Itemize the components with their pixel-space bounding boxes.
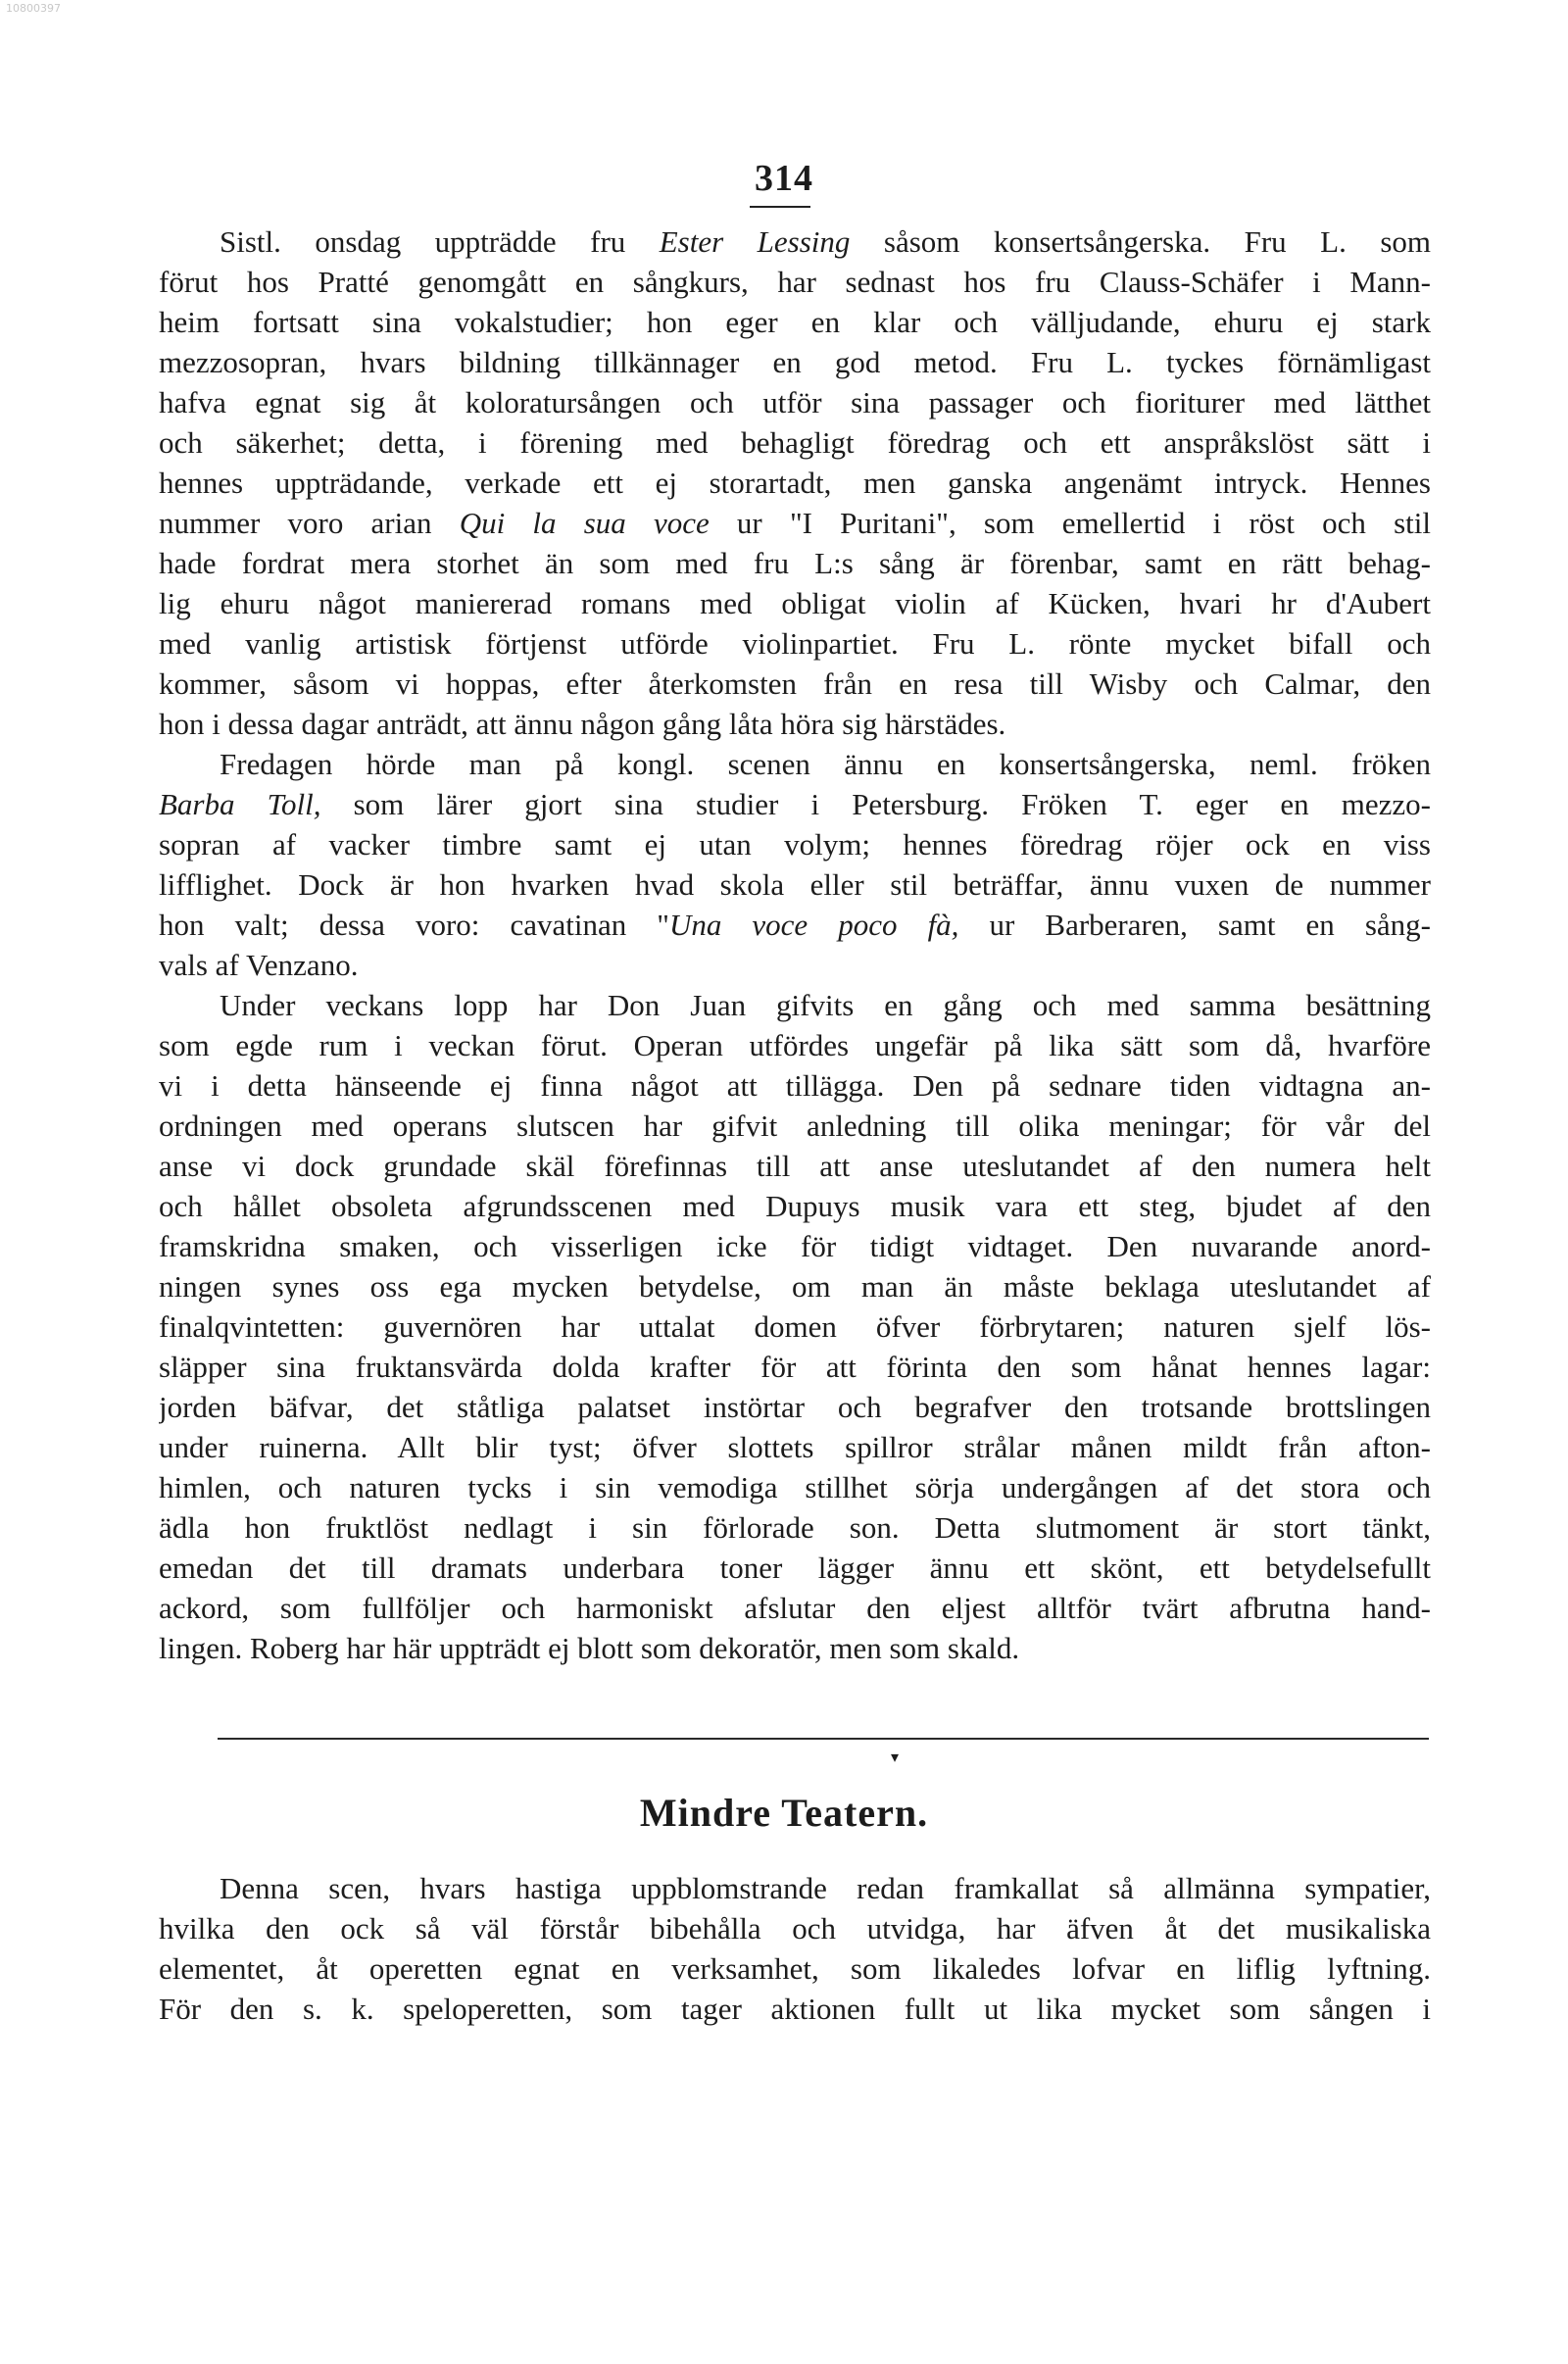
text-span: och säkerhet; detta, i förening med behagligt föredrag och ett anspråkslöst sätt i [159, 425, 1431, 460]
text-line [159, 1908, 1431, 1948]
text-line [159, 583, 1431, 623]
article-body [159, 222, 1431, 1668]
text-span: nummer voro arian [159, 506, 460, 540]
text-line [159, 945, 1431, 985]
text-line [159, 463, 1431, 503]
archive-stamp: 10800397 [6, 2, 61, 15]
italic-span: Ester Lessing [659, 224, 851, 259]
text-line [159, 503, 1431, 543]
text-span: framskridna smaken, och visserligen icke för tidigt vidtaget. Den nuvarande anord- [159, 1229, 1431, 1263]
text-span: ur Barberaren, samt en sång- [958, 908, 1431, 942]
text-line [159, 342, 1431, 382]
text-line [159, 543, 1431, 583]
italic-span: Una voce poco fà, [668, 908, 959, 942]
text-span: som egde rum i veckan förut. Operan utfördes ungefär på lika sätt som då, hvarföre [159, 1028, 1431, 1062]
text-line [159, 1347, 1431, 1387]
text-line [159, 1507, 1431, 1548]
text-line [159, 302, 1431, 342]
text-span: För den s. k. speloperetten, som tager aktionen fullt ut lika mycket som sången i [159, 1992, 1431, 2026]
text-span: himlen, och naturen tycks i sin vemodiga stillhet sörja undergången af det stora och [159, 1470, 1431, 1504]
italic-span: Qui la sua voce [459, 506, 710, 540]
italic-span: Barba Toll, [159, 787, 321, 821]
text-line [159, 1948, 1431, 1989]
text-line [159, 824, 1431, 864]
text-span: ur "I Puritani", som emellertid i röst och stil [709, 506, 1431, 540]
text-line [159, 1025, 1431, 1065]
text-line [159, 623, 1431, 664]
text-span: lig ehuru något maniererad romans med obligat violin af Kücken, hvari hr d'Aubert [159, 586, 1431, 620]
text-span: elementet, åt operetten egnat en verksamhet, som likaledes lofvar en liflig lyftning. [159, 1951, 1431, 1986]
text-span: ädla hon fruktlöst nedlagt i sin förlorade son. Detta slutmoment är stort tänkt, [159, 1510, 1431, 1545]
text-line [159, 1989, 1431, 2029]
text-span: lingen. Roberg har här uppträdt ej blott som dekoratör, men som skald. [159, 1631, 1020, 1665]
page-number-rule [750, 206, 810, 208]
text-line [159, 1266, 1431, 1306]
text-line [159, 1427, 1431, 1467]
text-span: ordningen med operans slutscen har gifvit anledning till olika meningar; för vår del [159, 1108, 1431, 1143]
text-span: sopran af vacker timbre samt ej utan volym; hennes föredrag röjer ock en viss [159, 827, 1431, 862]
text-line [159, 1628, 1431, 1668]
text-span: hafva egnat sig åt koloratursången och utför sina passager och fioriturer med lätthet [159, 385, 1431, 419]
section-heading: Mindre Teatern. [639, 1791, 929, 1835]
text-line [159, 905, 1431, 945]
text-span: kommer, såsom vi hoppas, efter återkomsten från en resa till Wisby och Calmar, den [159, 666, 1431, 701]
section-divider [218, 1738, 1429, 1740]
text-span: Under veckans lopp har Don Juan gifvits en gång och med samma besättning [220, 988, 1431, 1022]
text-line [159, 1548, 1431, 1588]
text-line [159, 744, 1431, 784]
text-span: ackord, som fullföljer och harmoniskt afslutar den eljest alltför tvärt afbrutna hand- [159, 1591, 1431, 1625]
text-span: med vanlig artistisk förtjenst utförde violinpartiet. Fru L. rönte mycket bifall och [159, 626, 1431, 661]
text-span: hade fordrat mera storhet än som med fru L:s sång är förenbar, samt en rätt behag- [159, 546, 1431, 580]
text-line [159, 222, 1431, 262]
divider-ornament: ▾ [891, 1749, 900, 1766]
text-line [159, 704, 1431, 744]
text-span: under ruinerna. Allt blir tyst; öfver slottets spillror strålar månen mildt från afton- [159, 1430, 1431, 1464]
text-line [159, 784, 1431, 824]
text-span: Sistl. onsdag uppträdde fru [220, 224, 660, 259]
text-span: ningen synes oss ega mycken betydelse, om man än måste beklaga uteslutandet af [159, 1269, 1431, 1304]
text-line [159, 1868, 1431, 1908]
text-line [159, 1467, 1431, 1507]
text-span: jorden bäfvar, det ståtliga palatset instörtar och begrafver den trotsande brottslingen [159, 1390, 1431, 1424]
text-span: hon valt; dessa voro: cavatinan " [159, 908, 669, 942]
text-span: Denna scen, hvars hastiga uppblomstrande redan framkallat så allmänna sympatier, [220, 1871, 1431, 1905]
text-line [159, 1226, 1431, 1266]
text-line [159, 1065, 1431, 1106]
text-line [159, 1106, 1431, 1146]
text-span: släpper sina fruktansvärda dolda krafter för att förinta den som hånat hennes lagar: [159, 1350, 1431, 1384]
text-line [159, 1387, 1431, 1427]
text-line [159, 1146, 1431, 1186]
page-number: 314 [755, 158, 813, 199]
text-line [159, 664, 1431, 704]
text-line [159, 1306, 1431, 1347]
text-line [159, 382, 1431, 422]
text-line [159, 1588, 1431, 1628]
text-line [159, 422, 1431, 463]
text-line [159, 985, 1431, 1025]
text-span: Fredagen hörde man på kongl. scenen ännu en konsertsångerska, neml. fröken [220, 747, 1431, 781]
text-span: mezzosopran, hvars bildning tillkännager en god metod. Fru L. tyckes förnämligast [159, 345, 1431, 379]
text-line [159, 1186, 1431, 1226]
text-span: finalqvintetten: guvernören har uttalat domen öfver förbrytaren; naturen sjelf lös- [159, 1309, 1431, 1344]
text-span: hon i dessa dagar anträdt, att ännu någon gång låta höra sig härstädes. [159, 707, 1006, 741]
text-span: vi i detta hänseende ej finna något att tillägga. Den på sednare tiden vidtagna an- [159, 1068, 1431, 1103]
text-span: vals af Venzano. [159, 948, 359, 982]
text-span: såsom konsertsångerska. Fru L. som [850, 224, 1431, 259]
text-span: emedan det till dramats underbara toner lägger ännu ett skönt, ett betydelsefullt [159, 1551, 1431, 1585]
text-span: som lärer gjort sina studier i Petersburg. Fröken T. eger en mezzo- [320, 787, 1431, 821]
text-line [159, 864, 1431, 905]
text-line [159, 262, 1431, 302]
section-body [159, 1868, 1431, 2029]
text-span: anse vi dock grundade skäl förefinnas till att anse uteslutandet af den numera helt [159, 1149, 1431, 1183]
text-span: lifflighet. Dock är hon hvarken hvad skola eller stil beträffar, ännu vuxen de nummer [159, 867, 1431, 902]
text-span: och hållet obsoleta afgrundsscenen med Dupuys musik vara ett steg, bjudet af den [159, 1189, 1431, 1223]
text-span: heim fortsatt sina vokalstudier; hon eger en klar och välljudande, ehuru ej stark [159, 305, 1431, 339]
text-span: hennes uppträdande, verkade ett ej storartadt, men ganska angenämt intryck. Hennes [159, 466, 1431, 500]
text-span: hvilka den ock så väl förstår bibehålla och utvidga, har äfven åt det musikaliska [159, 1911, 1431, 1945]
text-span: förut hos Pratté genomgått en sångkurs, har sednast hos fru Clauss-Schäfer i Mann- [159, 265, 1431, 299]
